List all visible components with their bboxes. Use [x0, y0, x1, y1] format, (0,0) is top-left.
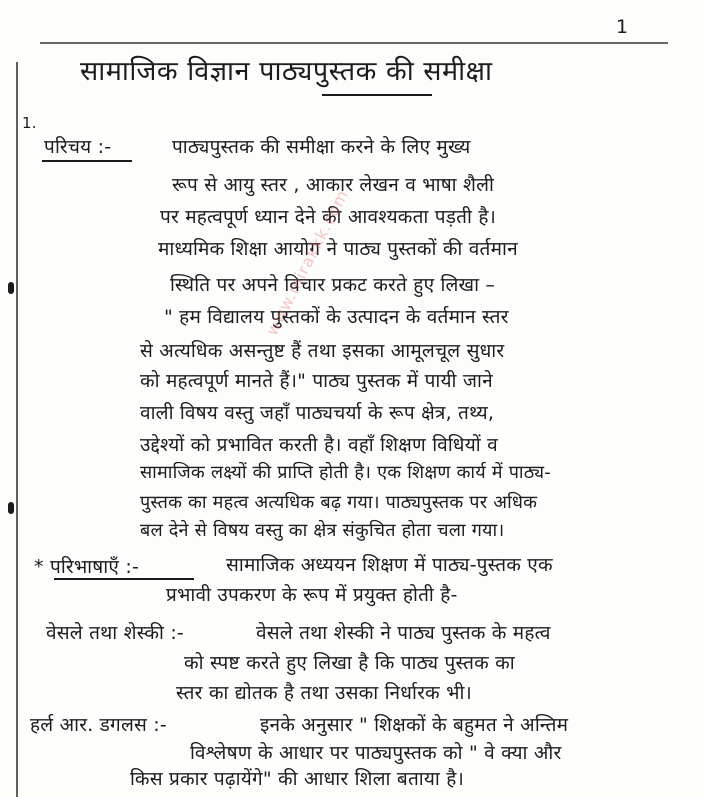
- intro-line: बल देने से विषय वस्तु का क्षेत्र संकुचित होता चला गया।: [140, 520, 505, 541]
- binder-hole-mark: [8, 502, 14, 514]
- wesley-line: स्तर का द्योतक है तथा उसका निर्धारक भी।: [176, 682, 472, 704]
- intro-line: सामाजिक लक्ष्यों की प्राप्ति होती है। एक शिक्षण कार्य में पाठ्य-: [140, 462, 551, 483]
- watermark-text: www.mirakkk.com: [262, 186, 353, 339]
- intro-line: को महत्वपूर्ण मानते हैं।" पाठ्य पुस्तक में पायी जाने: [140, 370, 493, 392]
- intro-line: उद्देश्यों को प्रभावित करती है। वहाँ शिक्षण विधियों व: [140, 434, 498, 456]
- page-title: सामाजिक विज्ञान पाठ्यपुस्तक की समीक्षा: [80, 56, 493, 87]
- douglas-line: विश्लेषण के आधार पर पाठ्यपुस्तक को " वे क्या और: [190, 742, 562, 764]
- section-number: 1.: [22, 114, 37, 132]
- top-rule-line: [40, 42, 668, 44]
- left-margin-line: [16, 62, 18, 797]
- binder-hole-mark: [8, 282, 14, 294]
- intro-line: पर महत्वपूर्ण ध्यान देने की आवश्यकता पड़ती है।: [160, 206, 497, 228]
- definitions-heading-underline: [54, 578, 194, 580]
- intro-line: रूप से आयु स्तर , आकार लेखन व भाषा शैली: [172, 174, 495, 196]
- intro-line: स्थिति पर अपने विचार प्रकट करते हुए लिखा –: [170, 274, 496, 296]
- title-underline: [322, 94, 432, 96]
- intro-line: से अत्यधिक असन्तुष्ट हैं तथा इसका आमूलचूल सुधार: [140, 340, 505, 362]
- intro-line: माध्यमिक शिक्षा आयोग ने पाठ्य पुस्तकों की वर्तमान: [158, 238, 518, 260]
- douglas-label: हर्ल आर. डगलस :-: [30, 714, 167, 736]
- intro-heading-underline: [42, 160, 132, 162]
- wesley-line: वेसले तथा शेस्की ने पाठ्य पुस्तक के महत्व: [256, 622, 551, 644]
- intro-heading: परिचय :-: [44, 136, 112, 158]
- definitions-line: प्रभावी उपकरण के रूप में प्रयुक्त होती है-: [166, 584, 458, 606]
- page-number: 1: [616, 16, 629, 38]
- douglas-line: इनके अनुसार " शिक्षकों के बहुमत ने अन्तिम: [260, 714, 569, 736]
- intro-line: वाली विषय वस्तु जहाँ पाठ्यचर्या के रूप क्षेत्र, तथ्य,: [140, 402, 495, 424]
- wesley-line: को स्पष्ट करते हुए लिखा है कि पाठ्य पुस्तक का: [184, 652, 515, 674]
- intro-line: " हम विद्यालय पुस्तकों के उत्पादन के वर्तमान स्तर: [164, 306, 509, 328]
- wesley-label: वेसले तथा शेस्की :-: [46, 622, 184, 644]
- intro-line: पुस्तक का महत्व अत्यधिक बढ़ गया। पाठ्यपुस्तक पर अधिक: [140, 492, 538, 513]
- douglas-line: किस प्रकार पढ़ायेंगे" की आधार शिला बताया है।: [130, 768, 464, 790]
- intro-line: पाठ्यपुस्तक की समीक्षा करने के लिए मुख्य: [172, 136, 471, 158]
- definitions-line: सामाजिक अध्ययन शिक्षण में पाठ्य-पुस्तक एक: [226, 554, 553, 576]
- definitions-heading: * परिभाषाएँ :-: [34, 556, 140, 578]
